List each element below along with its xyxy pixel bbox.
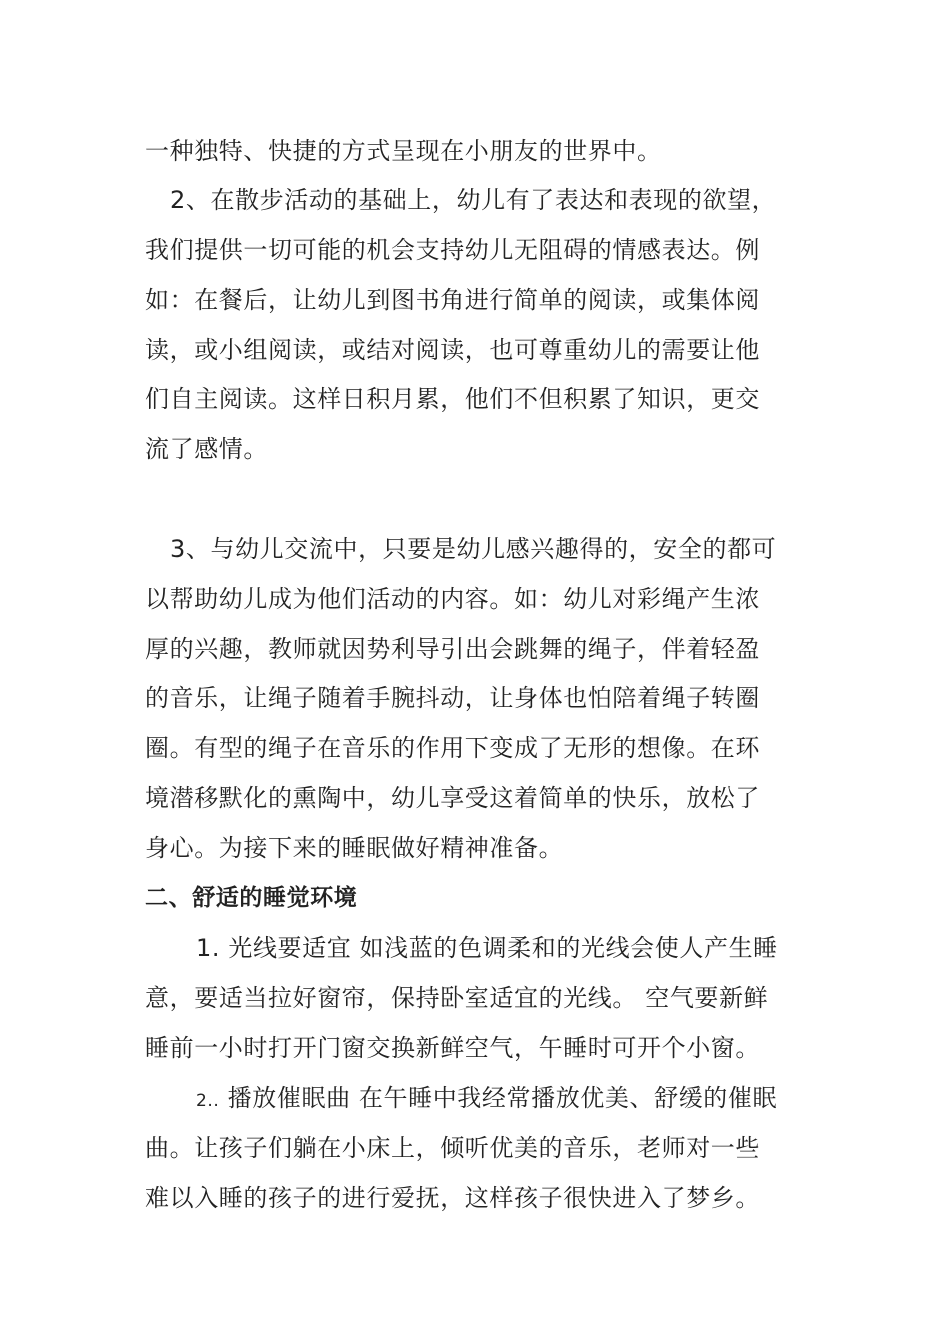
item-2-first-line-text: 播放催眠曲 在午睡中我经常播放优美、舒缓的催眠 [219,1084,778,1112]
paragraph-3-line-5: 圈。有型的绳子在音乐的作用下变成了无形的想像。在环 [145,734,760,762]
paragraph-3-first-line [170,533,776,565]
paragraph-2-line-3: 如：在餐后，让幼儿到图书角进行简单的阅读，或集体阅 [145,286,760,314]
item-1-line-3: 睡前一小时打开门窗交换新鲜空气，午睡时可开个小窗。 [145,1034,760,1062]
paragraph-2-line-6: 流了感情。 [145,435,268,463]
paragraph-1-line-1: 一种独特、快捷的方式呈现在小朋友的世界中。 [145,137,662,165]
paragraph-3-line-7: 身心。为接下来的睡眠做好精神准备。 [145,834,564,862]
item-2-line-2: 曲。让孩子们躺在小床上，倾听优美的音乐，老师对一些 [145,1134,760,1162]
item-2-first-line [196,1082,777,1117]
paragraph-2-line-4: 读，或小组阅读，或结对阅读，也可尊重幼儿的需要让他 [145,336,760,364]
paragraph-3-number: 3 [170,535,186,563]
item-1-number: 1. [196,934,221,962]
paragraph-3-line-2: 以帮助幼儿成为他们活动的内容。如：幼儿对彩绳产生浓 [145,585,760,613]
paragraph-3-line-4: 的音乐，让绳子随着手腕抖动，让身体也怕陪着绳子转圈 [145,684,760,712]
paragraph-2-number: 2 [170,186,186,214]
section-heading: 二、舒适的睡觉环境 [145,885,358,911]
paragraph-2-first-line [170,184,776,216]
paragraph-2-line-2: 我们提供一切可能的机会支持幼儿无阻碍的情感表达。例 [145,236,760,264]
paragraph-2-line-5: 们自主阅读。这样日积月累，他们不但积累了知识，更交 [145,385,760,413]
item-1-first-line-text: 光线要适宜 如浅蓝的色调柔和的光线会使人产生睡 [220,934,778,962]
paragraph-2-first-line-text: 、在散步活动的基础上，幼儿有了表达和表现的欲望， [185,186,777,214]
item-1-line-2: 意，要适当拉好窗帘，保持卧室适宜的光线。 空气要新鲜 [145,984,769,1012]
item-2-number: 2.. [196,1091,220,1111]
item-2-line-3: 难以入睡的孩子的进行爱抚，这样孩子很快进入了梦乡。 [145,1184,760,1212]
paragraph-3-first-line-text: 、与幼儿交流中，只要是幼儿感兴趣得的，安全的都可 [185,535,777,563]
paragraph-3-line-6: 境潜移默化的熏陶中，幼儿享受这着简单的快乐，放松了 [145,784,760,812]
paragraph-3-line-3: 厚的兴趣，教师就因势利导引出会跳舞的绳子，伴着轻盈 [145,635,760,663]
item-1-first-line [196,932,778,964]
